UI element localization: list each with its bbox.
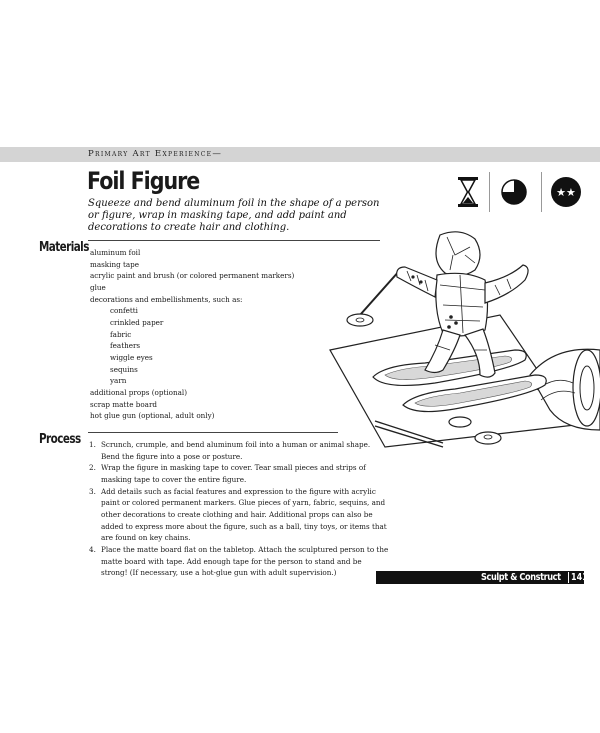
list-sub-item: yarn — [110, 376, 127, 386]
list-sub-item: confetti — [110, 306, 138, 316]
page-title: Foil Figure — [87, 167, 200, 195]
list-sub-item: sequins — [110, 364, 138, 374]
process-label: Process — [39, 432, 81, 447]
list-item: decorations and embellishments, such as: — [90, 294, 243, 304]
step-text: Add details such as facial features and expression to the figure with acrylic paint or colored permanent markers. Glue pieces of yarn, fabric, sequins, and other decorations to create clothing and hair. Additional props can also be added to express more about the figure, such as a ball, tiny toys, or items that are found on key chains. — [101, 486, 387, 543]
list-sub-item: crinkled paper — [110, 317, 164, 327]
ski-pole — [347, 270, 400, 326]
step-number: 4. — [89, 544, 96, 554]
subtitle: Squeeze and bend aluminum foil in the shape of a person or figure, wrap in masking tape, and add paint and decorations to create hair and clothing. — [88, 198, 380, 233]
three-quarter-pie-icon — [500, 178, 528, 206]
list-item: acrylic paint and brush (or colored permanent markers) — [90, 271, 295, 281]
difficulty-icons — [456, 172, 586, 212]
footer-section-title: Sculpt & Construct — [481, 572, 561, 583]
process-step — [89, 462, 389, 485]
materials-list — [90, 247, 294, 422]
process-rule — [88, 432, 338, 433]
step-number: 1. — [89, 440, 96, 449]
process-steps — [89, 439, 389, 579]
svg-text:★★: ★★ — [556, 186, 576, 199]
list-sub-item: fabric — [110, 329, 132, 339]
icon-divider — [541, 172, 542, 212]
step-text: Scrunch, crumple, and bend aluminum foil into a human or animal shape. Bend the figure into a pose or posture. — [101, 440, 371, 461]
list-item: scrap matte board — [90, 399, 157, 409]
list-item: additional props (optional) — [90, 387, 187, 397]
step-number: 3. — [89, 486, 96, 496]
list-item: masking tape — [90, 259, 139, 269]
step-text: Wrap the figure in masking tape to cover. Tear small pieces and strips of masking tape to cover the entire figure. — [101, 463, 366, 484]
materials-label: Materials — [39, 240, 89, 255]
icon-divider — [489, 172, 490, 212]
footer-divider — [568, 572, 569, 583]
list-sub-item: feathers — [110, 341, 141, 351]
page-number: 141 — [571, 572, 588, 583]
list-item: glue — [90, 282, 106, 292]
process-step — [89, 544, 389, 579]
hourglass-icon — [456, 176, 480, 208]
list-sub-item: wiggle eyes — [110, 352, 153, 362]
step-number: 2. — [89, 463, 96, 473]
foil-figure-illustration — [325, 225, 600, 450]
process-step — [89, 486, 389, 544]
step-text: Place the matte board flat on the tabletop. Attach the sculptured person to the matte board with tape. Add enough tape for the person to stand and be strong! (If necessary, use a hot-glue gun with adult supervision.) — [101, 544, 389, 578]
series-label: Primary Art Experience— — [88, 149, 223, 159]
list-item: aluminum foil — [90, 248, 141, 257]
list-item: hot glue gun (optional, adult only) — [90, 411, 215, 421]
two-stars-icon — [550, 176, 582, 208]
